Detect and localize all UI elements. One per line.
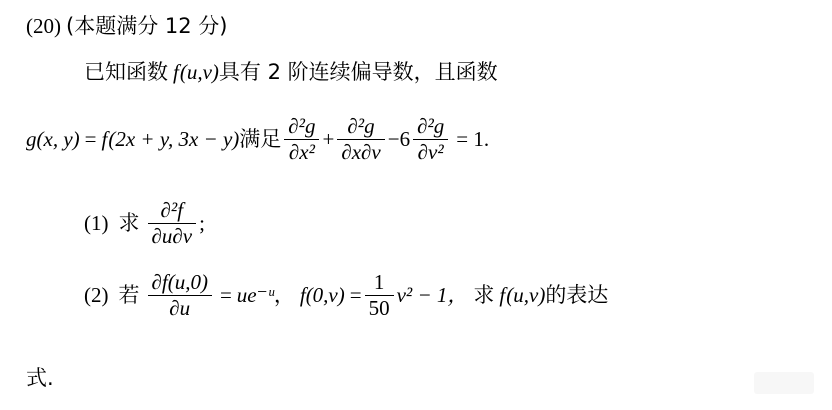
part-2-line <box>84 269 609 322</box>
eq-term-2 <box>337 115 384 165</box>
part-2-continuation-text: 式. <box>26 366 54 390</box>
part-2-condition-2-numerator: 1 <box>365 271 394 297</box>
problem-heading <box>26 10 227 40</box>
part-1-verb: 求 <box>118 210 140 235</box>
eq-result: = 1. <box>456 126 490 151</box>
part-2-ask-function: f <box>499 282 506 307</box>
eq-plus: + <box>322 126 335 151</box>
problem-number: (20) <box>26 14 61 38</box>
intro-line <box>84 56 498 86</box>
part-1-fraction <box>148 199 197 249</box>
eq-term-1-numerator: ∂²g <box>284 115 319 141</box>
part-2-condition-1-denominator: ∂u <box>169 296 191 321</box>
part-2-condition-2-fraction <box>365 271 394 321</box>
part-2-comma: ， <box>273 282 295 307</box>
function-args-uv: (u,v) <box>179 60 219 84</box>
intro-text-1: 已知函数 <box>84 60 168 84</box>
intro-text-2: 具有 2 阶连续偏导数，且函数 <box>218 60 498 84</box>
part-2-condition-1-equals: = <box>219 282 232 307</box>
eq-coefficient: 6 <box>399 126 411 151</box>
part-2-condition-2-lhs: f(0,v) <box>299 282 345 307</box>
score-note: (本题满分 12 分) <box>66 14 228 38</box>
part-2-continuation <box>26 362 54 392</box>
eq-term-2-denominator: ∂x∂v <box>341 140 381 165</box>
eq-term-2-numerator: ∂²g <box>337 115 384 141</box>
eq-g-symbol: g <box>26 126 37 151</box>
part-1-denominator: ∂u∂v <box>151 224 193 249</box>
eq-term-1 <box>284 115 319 165</box>
part-2-condition-1-numerator: ∂f(u,0) <box>148 271 212 297</box>
part-1-punctuation: ; <box>199 210 205 235</box>
part-2-condition-2-denominator: 50 <box>368 296 390 321</box>
eq-minus: − <box>387 126 400 151</box>
eq-term-1-denominator: ∂x² <box>288 140 315 165</box>
part-2-label: (2) <box>84 282 109 307</box>
part-1-numerator: ∂²f <box>148 199 197 225</box>
eq-satisfies-text: 满足 <box>239 126 282 151</box>
part-2-condition-2-tail: v² − 1， <box>396 282 469 307</box>
part-2-ask-tail: 的表达 <box>545 282 609 307</box>
part-2-condition-1-rhs: ue⁻ᵘ <box>236 282 274 307</box>
part-2-ask-args: (u,v) <box>506 282 546 307</box>
eq-g-args: (x, y) <box>36 126 80 151</box>
eq-term-3-denominator: ∂v² <box>417 140 444 165</box>
eq-equals: = <box>84 126 97 151</box>
eq-f-args: (2x + y, 3x − y) <box>108 126 240 151</box>
eq-term-3 <box>413 115 448 165</box>
part-2-verb: 若 <box>118 282 140 307</box>
part-1-line <box>84 197 205 250</box>
page-watermark <box>754 372 814 394</box>
part-2-ask-verb: 求 <box>473 282 495 307</box>
eq-term-3-numerator: ∂²g <box>413 115 448 141</box>
part-1-label: (1) <box>84 210 109 235</box>
equation-line <box>26 113 490 166</box>
part-2-condition-1-fraction <box>148 271 212 321</box>
eq-f-symbol: f <box>101 126 108 151</box>
function-symbol-f: f <box>173 60 179 84</box>
part-2-condition-2-equals: = <box>349 282 362 307</box>
